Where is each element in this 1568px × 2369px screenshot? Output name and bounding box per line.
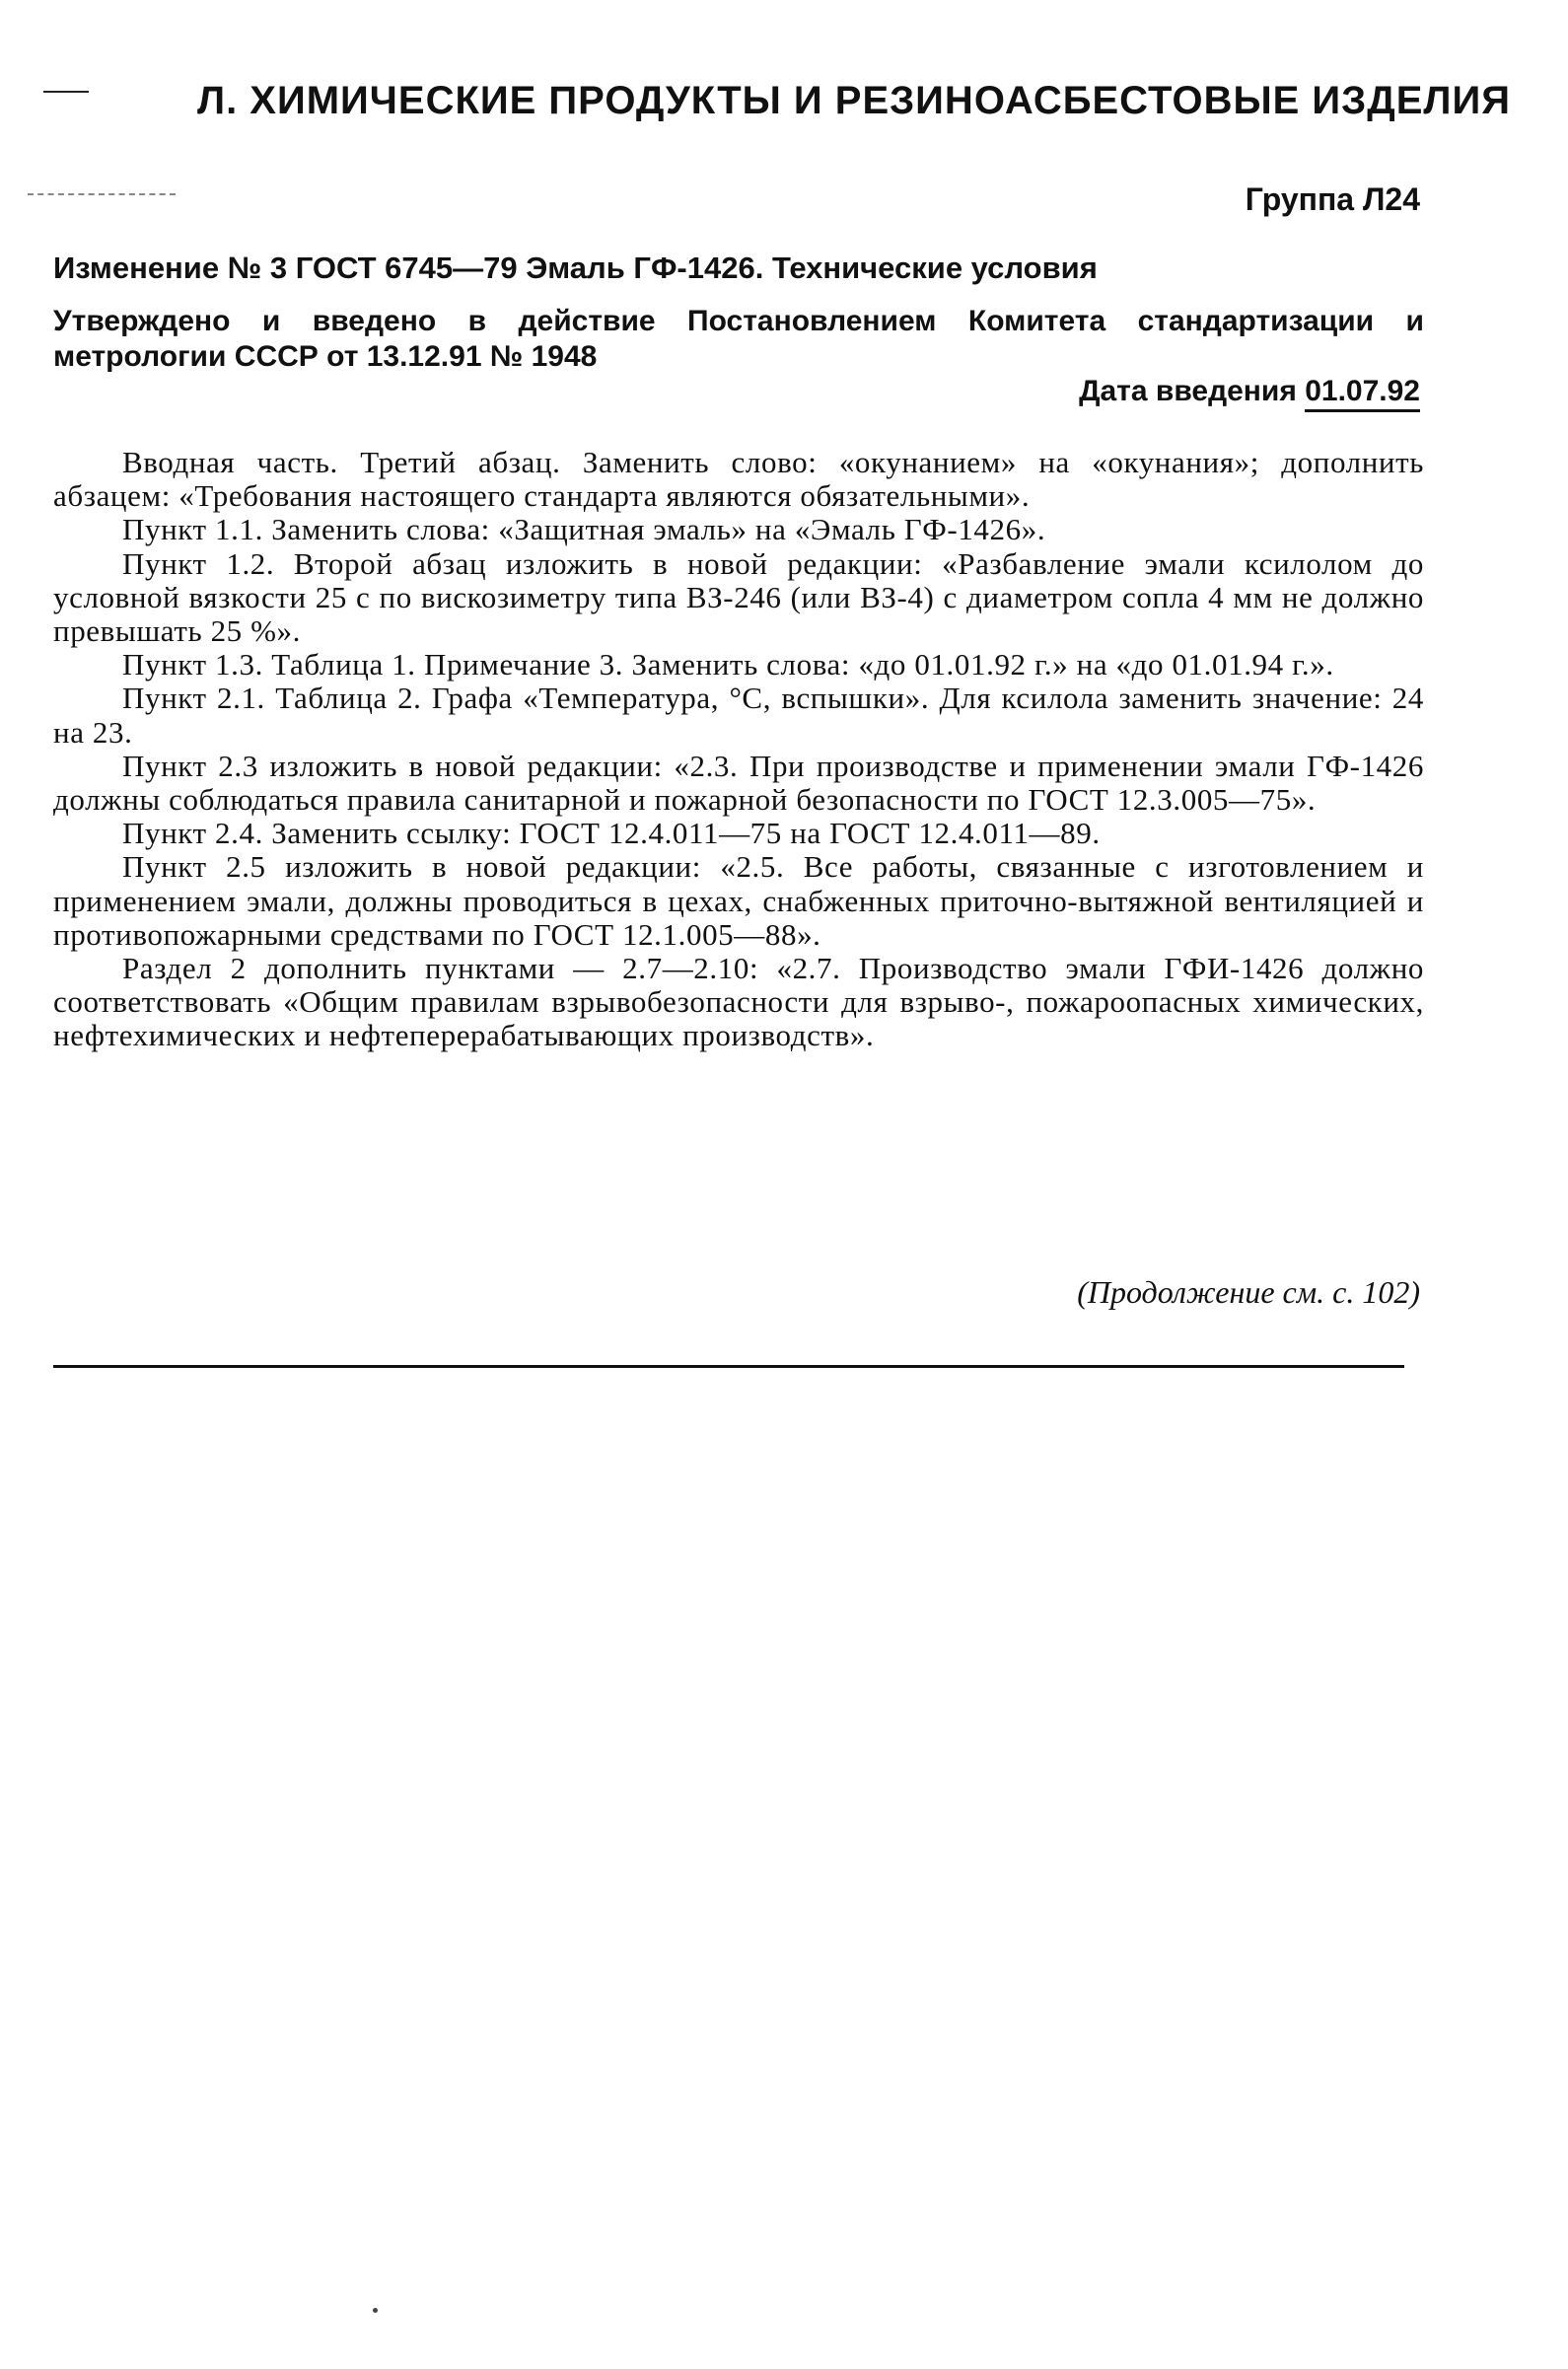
paragraph-2-1: Пункт 2.1. Таблица 2. Графа «Температура, °С, вспышки». Для ксилола заменить значение: 24 на 23. [53,681,1424,750]
section-title: Л. ХИМИЧЕСКИЕ ПРОДУКТЫ И РЕЗИНОАСБЕСТОВЫЕ ИЗДЕЛИЯ [197,79,1511,122]
paragraph-2-3: Пункт 2.3 изложить в новой редакции: «2.3. При производстве и применении эмали ГФ-1426 должны соблюдаться правила санитарной и пожарной безопасности по ГОСТ 12.3.005—75». [53,748,1424,818]
paragraph-1-1: Пункт 1.1. Заменить слова: «Защитная эмаль» на «Эмаль ГФ-1426». [122,512,1046,547]
amendment-body [53,446,1424,1053]
paragraph-1-2: Пункт 1.2. Второй абзац изложить в новой редакции: «Разбавление эмали ксилолом до условной вязкости 25 с по вискозиметру типа ВЗ-246 (или ВЗ-4) с диаметром сопла 4 мм не должно превышать 25 %». [53,545,1424,649]
bottom-rule [53,1365,1404,1368]
approval-line: метрологии СССР от 13.12.91 № 1948 [53,340,598,373]
scan-mark [43,91,89,93]
amendment-title: Изменение № 3 ГОСТ 6745—79 Эмаль ГФ-1426. Технические условия [53,251,1098,285]
introduction-date-value: 01.07.92 [1305,375,1420,412]
introduction-date [1079,375,1420,408]
approval-statement [53,304,1424,375]
paragraph-2-4: Пункт 2.4. Заменить ссылку: ГОСТ 12.4.011—75 на ГОСТ 12.4.011—89. [122,816,1101,851]
scan-speck [373,2308,378,2313]
group-label: Группа Л24 [1245,181,1420,217]
paragraph-intro: Вводная часть. Третий абзац. Заменить слово: «окунанием» на «окунания»; дополнить абзацем: «Требования настоящего стандарта являются обязательными». [53,445,1424,514]
approval-line: Утверждено и введено в действие Постановлением Комитета стандартизации и [53,305,1424,337]
introduction-date-label: Дата введения [1079,375,1297,407]
continuation-note: (Продолжение см. с. 102) [1077,1274,1420,1310]
scan-mark [28,193,176,197]
paragraph-section-2: Раздел 2 дополнить пунктами — 2.7—2.10: «2.7. Производство эмали ГФИ-1426 должно соответствовать «Общим правилам взрывобезопасности для взрыво-, пожароопасных химических, нефтехимических и нефтеперерабатывающих производств». [53,951,1424,1053]
paragraph-2-5: Пункт 2.5 изложить в новой редакции: «2.5. Все работы, связанные с изготовлением и применением эмали, должны проводиться в цехах, снабженных приточно-вытяжной вентиляцией и противопожарными средствами по ГОСТ 12.1.005—88». [53,849,1424,952]
paragraph-1-3: Пункт 1.3. Таблица 1. Примечание 3. Заменить слова: «до 01.01.92 г.» на «до 01.01.94 г.». [122,647,1334,682]
